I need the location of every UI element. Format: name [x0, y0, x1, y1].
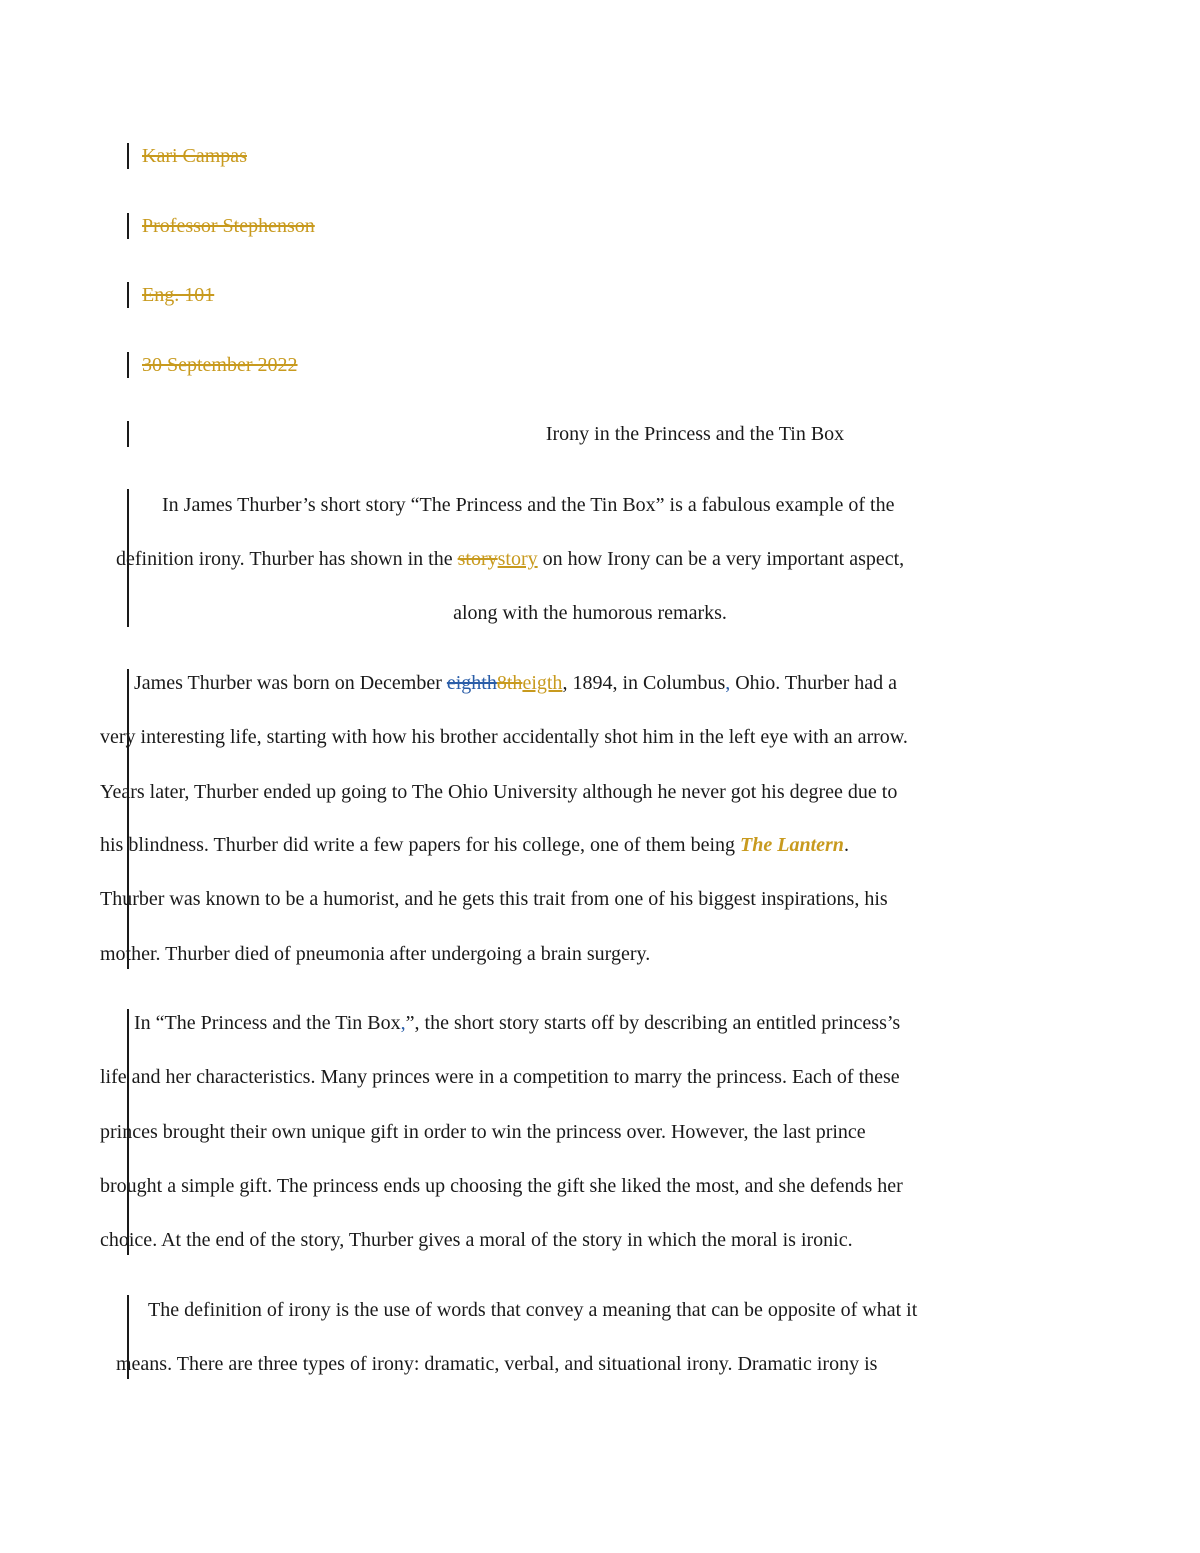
- change-bar-course: [127, 282, 129, 308]
- p3-line-3: princes brought their own unique gift in order to win the princess over. However, the last prince: [100, 1121, 866, 1143]
- p4-line-2: means. There are three types of irony: dramatic, verbal, and situational irony. Dramatic irony is: [116, 1353, 878, 1375]
- p3-line-5: choice. At the end of the story, Thurber gives a moral of the story in which the moral is ironic.: [100, 1229, 853, 1251]
- p2-line-3: Years later, Thurber ended up going to The Ohio University although he never got his degree due to: [100, 781, 898, 803]
- change-bar-author: [127, 143, 129, 169]
- deleted-word-story: story: [457, 548, 498, 570]
- header-author: Kari Campas: [142, 145, 247, 167]
- header-date: 30 September 2022: [142, 354, 298, 376]
- inserted-word-story: story: [497, 548, 538, 570]
- change-bar-paragraph-2: [127, 669, 129, 969]
- inserted-comma: ,: [725, 672, 731, 694]
- essay-title: [0, 421, 1200, 447]
- deleted-word-eighth: eighth: [446, 672, 497, 694]
- deleted-word-8th: 8th: [496, 672, 523, 694]
- p2-line-4: his blindness. Thurber did write a few papers for his college, one of them being The Lantern.: [100, 834, 849, 856]
- inserted-word-eigth: eigth: [522, 672, 563, 694]
- p2-line-2: very interesting life, starting with how his brother accidentally shot him in the left eye with an arrow.: [100, 726, 908, 748]
- publication-title-the-lantern: The Lantern: [740, 834, 844, 856]
- p2-line-1: James Thurber was born on December eighth8theigth, 1894, in Columbus, Ohio. Thurber had a: [134, 672, 898, 694]
- p3-line-2: life and her characteristics. Many princes were in a competition to marry the princess. Each of these: [100, 1066, 900, 1088]
- p2-line-6: mother. Thurber died of pneumonia after undergoing a brain surgery.: [100, 943, 651, 965]
- p4-line-1: The definition of irony is the use of words that convey a meaning that can be opposite of what it: [148, 1299, 918, 1321]
- essay-title-text: Irony in the Princess and the Tin Box: [545, 423, 845, 445]
- p2-line-5: Thurber was known to be a humorist, and he gets this trait from one of his biggest inspirations, his: [100, 888, 888, 910]
- header-professor: Professor Stephenson: [142, 215, 315, 237]
- p1-line-3: along with the humorous remarks.: [453, 602, 727, 624]
- p1-line-1: In James Thurber’s short story “The Princess and the Tin Box” is a fabulous example of the: [162, 494, 895, 516]
- p1-line-2: definition irony. Thurber has shown in the storystory on how Irony can be a very important aspect,: [116, 548, 905, 570]
- inserted-comma: ,: [400, 1012, 406, 1034]
- p3-line-4: brought a simple gift. The princess ends up choosing the gift she liked the most, and she defends her: [100, 1175, 903, 1197]
- p3-line-1: In “The Princess and the Tin Box,”, the short story starts off by describing an entitled princess’s: [134, 1012, 901, 1034]
- header-course: Eng. 101: [142, 284, 215, 306]
- change-bar-date: [127, 352, 129, 378]
- change-bar-professor: [127, 213, 129, 239]
